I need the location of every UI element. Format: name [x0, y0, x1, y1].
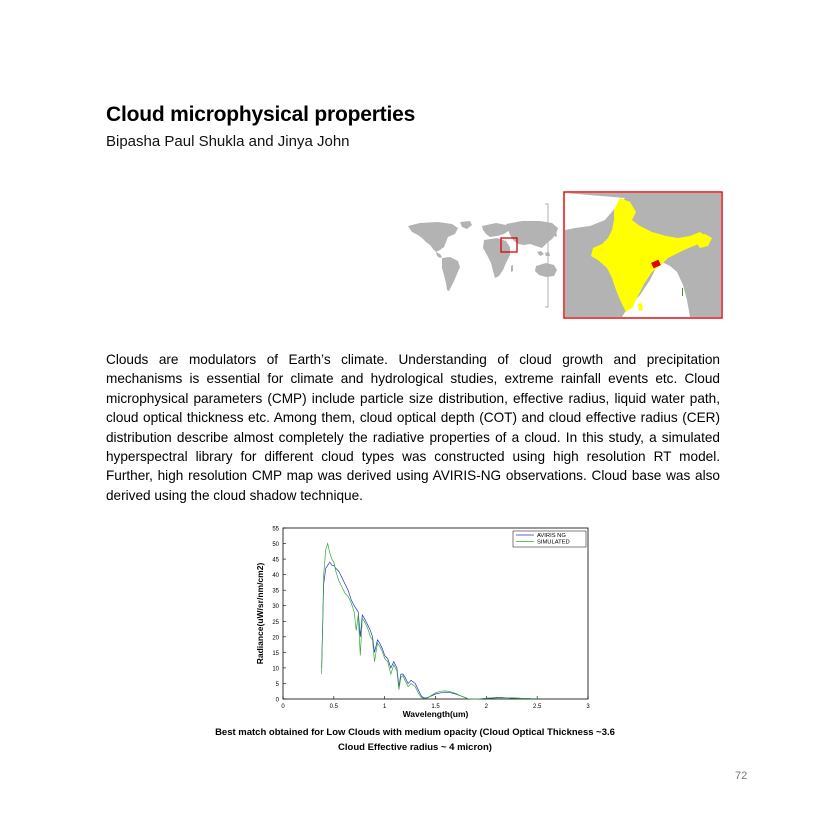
radiance-chart — [250, 524, 600, 725]
india-inset — [564, 192, 722, 318]
y-tick-label: 35 — [272, 588, 279, 595]
y-tick-label: 5 — [275, 681, 279, 688]
caption-line-1: Best match obtained for Low Clouds with medium opacity (Cloud Optical Thickness ~3.6 — [215, 727, 615, 738]
y-tick-label: 15 — [272, 650, 279, 657]
page-number: 72 — [735, 770, 748, 782]
y-tick-label: 40 — [272, 573, 279, 580]
y-tick-label: 20 — [272, 635, 279, 642]
x-tick-label: 0 — [281, 704, 285, 710]
x-tick-label: 0.5 — [329, 704, 339, 710]
caption-line-2: Cloud Effective radius ~ 4 micron) — [338, 742, 492, 753]
y-tick-label: 10 — [272, 666, 279, 673]
y-tick-label: 25 — [272, 619, 279, 626]
chart-legend — [513, 531, 586, 547]
y-tick-label: 55 — [272, 526, 279, 533]
page-title: Cloud microphysical properties — [106, 103, 416, 126]
y-axis-label: Radiance(uW/sr/nm/cm2) — [255, 562, 265, 665]
x-tick-label: 3 — [586, 704, 590, 710]
authors: Bipasha Paul Shukla and Jinya John — [106, 133, 350, 150]
location-map — [400, 190, 725, 325]
world-map — [408, 221, 558, 291]
abstract-paragraph: Clouds are modulators of Earth’s climate. Understanding of cloud growth and precipitation mechanisms is essential for climate and hydrological studies, extreme rainfall events etc. Cloud microphysical parameters (CMP) include particle size distribution, effective radius, liquid water path, cloud optical thickness etc. Among them, cloud optical depth (COT) and cloud effective radius (CER) distribution describe almost completely the radiative properties of a cloud. In this study, a simulated hyperspectral library for different cloud types was constructed using high resolution RT model. Further, high resolution CMP map was derived using AVIRIS-NG observations. Cloud base was also derived using the cloud shadow technique. — [106, 352, 720, 503]
x-tick-label: 1 — [382, 704, 387, 710]
x-tick-label: 2 — [484, 704, 489, 710]
y-tick-label: 45 — [272, 557, 279, 564]
location-map-svg — [400, 190, 725, 320]
plot-frame — [283, 528, 588, 699]
x-tick-label: 2.5 — [532, 704, 542, 710]
legend-label: AVIRIS NG — [537, 533, 566, 539]
y-tick-label: 30 — [272, 604, 279, 611]
legend-label: SIMULATED — [537, 539, 570, 546]
x-axis-label: Wavelength(um) — [402, 709, 469, 719]
x-tick-label: 1.5 — [431, 704, 440, 710]
figure-caption — [150, 725, 680, 755]
y-tick-label: 50 — [272, 542, 279, 549]
radiance-chart-svg — [250, 524, 600, 720]
y-tick-label: 0 — [275, 697, 279, 704]
